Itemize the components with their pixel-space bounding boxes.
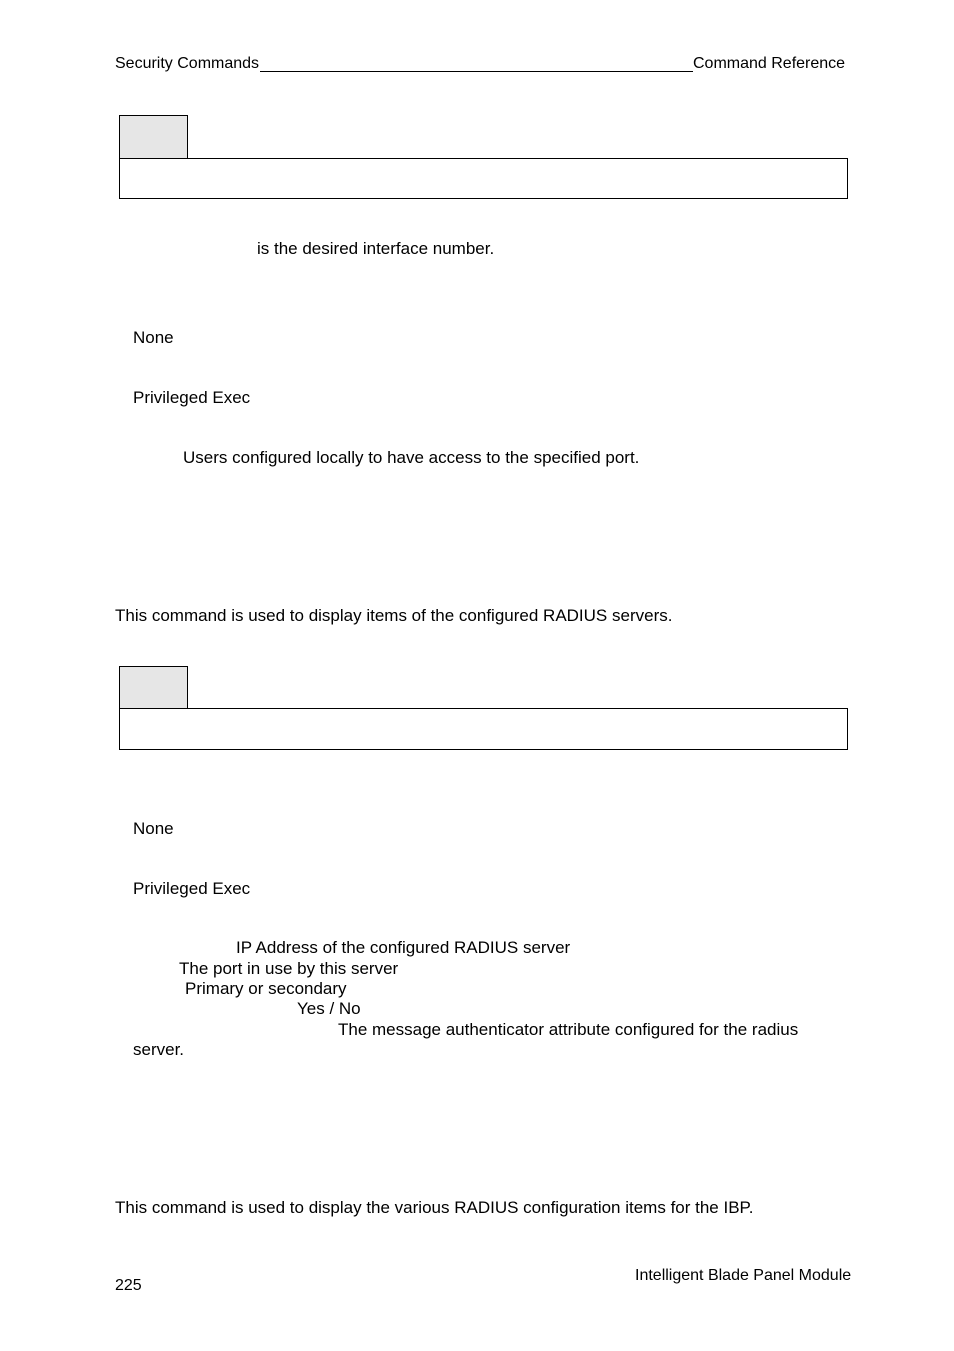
default-value: None — [133, 328, 174, 347]
field-message-authenticator-cont: server. — [133, 1040, 185, 1059]
field-ip-address: IP Address of the configured RADIUS server — [236, 938, 571, 957]
section-intro: This command is used to display items of the configured RADIUS servers. — [115, 606, 673, 625]
command-mode: Privileged Exec — [133, 388, 251, 407]
section-intro: This command is used to display the various RADIUS configuration items for the IBP. — [115, 1198, 754, 1217]
header-left: Security Commands — [115, 55, 260, 72]
header-rule — [260, 71, 693, 72]
command-syntax-box — [119, 708, 848, 750]
parameter-description: is the desired interface number. — [257, 239, 495, 258]
footer-product: Intelligent Blade Panel Module — [635, 1267, 852, 1284]
display-description: Users configured locally to have access to the specified port. — [183, 448, 640, 467]
command-syntax-box — [119, 158, 848, 199]
command-format-tab — [119, 666, 188, 709]
command-mode: Privileged Exec — [133, 879, 251, 898]
command-format-tab — [119, 115, 188, 159]
field-yes-no: Yes / No — [297, 999, 361, 1018]
header-right: Command Reference — [693, 55, 846, 72]
default-value: None — [133, 819, 174, 838]
page-number: 225 — [115, 1277, 142, 1294]
field-message-authenticator: The message authenticator attribute configured for the radius — [338, 1020, 799, 1039]
field-port: The port in use by this server — [179, 959, 399, 978]
field-type: Primary or secondary — [185, 979, 347, 998]
